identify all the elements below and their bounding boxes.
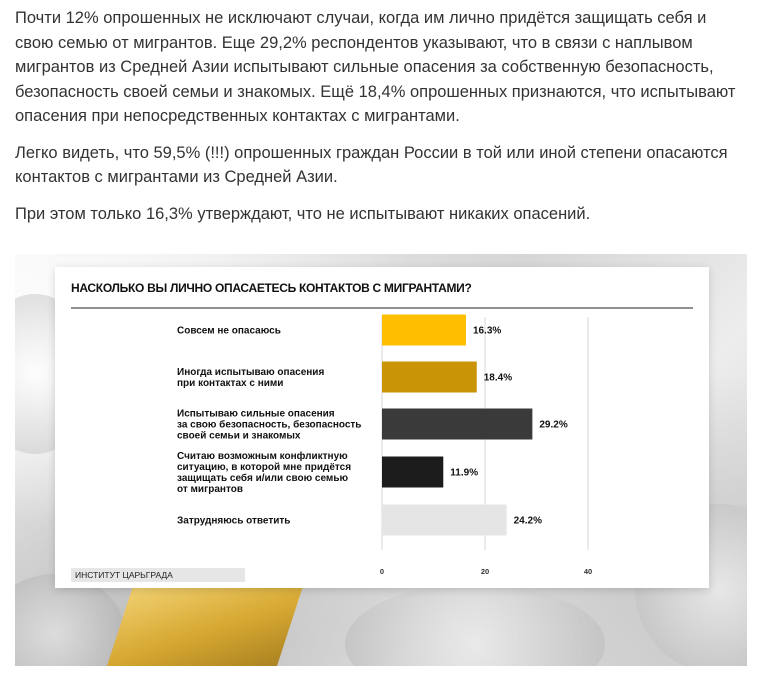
- category-label-line: защищать себя и/или свою семью: [177, 473, 349, 484]
- bar: [382, 457, 443, 488]
- category-label-line: своей семьи и знакомых: [177, 430, 301, 442]
- paragraph: При этом только 16,3% утверждают, что не испытывают никаких опасений.: [15, 204, 591, 223]
- category-label: [177, 516, 290, 527]
- paragraph: Легко видеть, что 59,5% (!!!) опрошенных граждан России в той или иной степени опасаются контактов с мигрантами из Средней Азии.: [15, 143, 728, 186]
- bar: [382, 362, 477, 393]
- gold-decoration: [107, 586, 303, 666]
- category-label: [177, 409, 361, 442]
- source-label: ИНСТИТУТ ЦАРЬГРАДА: [71, 568, 245, 582]
- bars: [382, 315, 532, 536]
- bar: [382, 315, 466, 346]
- category-label-line: Затрудняюсь ответить: [177, 515, 291, 527]
- value-label: 11.9%: [450, 467, 479, 479]
- chart-image: [15, 254, 747, 666]
- bar-chart: [55, 267, 709, 588]
- bar: [382, 409, 532, 440]
- value-label: 29.2%: [539, 419, 568, 431]
- value-label: 18.4%: [483, 372, 513, 384]
- chart-title: НАСКОЛЬКО ВЫ ЛИЧНО ОПАСАЕТЕСЬ КОНТАКТОВ С МИГРАНТАМИ?: [71, 281, 472, 295]
- category-label: [177, 450, 351, 495]
- category-label-line: Совсем не опасаюсь: [177, 325, 281, 337]
- background-decoration: [345, 584, 605, 666]
- category-label: [177, 326, 281, 337]
- category-label-line: Считаю возможным конфликтную: [177, 451, 348, 462]
- chart-panel: [55, 267, 709, 588]
- paragraph: Почти 12% опрошенных не исключают случаи, когда им лично придётся защищать себя и свою семью от мигрантов. Еще 29,2% респондентов указывают, что в связи с наплывом мигрантов из Средней Азии испытывают сильные опасения за собственную безопасность, безопасность своей семьи и знакомых. Ещё 18,4% опрошенных признаются, что испытывают опасения при непосредственных контактах с мигрантами.: [15, 9, 736, 125]
- category-labels: [177, 326, 361, 527]
- category-label-line: Иногда испытываю опасения: [177, 367, 325, 378]
- article-text: [15, 6, 740, 238]
- x-tick-labels: [380, 567, 592, 576]
- category-label-line: ситуацию, в которой мне придётся: [177, 462, 352, 473]
- category-label-line: от мигрантов: [177, 484, 243, 495]
- x-tick-label: 20: [480, 567, 490, 576]
- value-label: 24.2%: [513, 515, 542, 527]
- category-label-line: при контактах с ними: [177, 378, 284, 389]
- category-label: [177, 367, 324, 389]
- value-label: 16.3%: [472, 325, 502, 337]
- category-label-line: за свою безопасность, безопасность: [177, 419, 362, 431]
- category-label-line: Испытываю сильные опасения: [177, 408, 335, 420]
- x-tick-label: 0: [379, 567, 385, 576]
- x-tick-label: 40: [583, 567, 593, 576]
- bar: [382, 505, 507, 536]
